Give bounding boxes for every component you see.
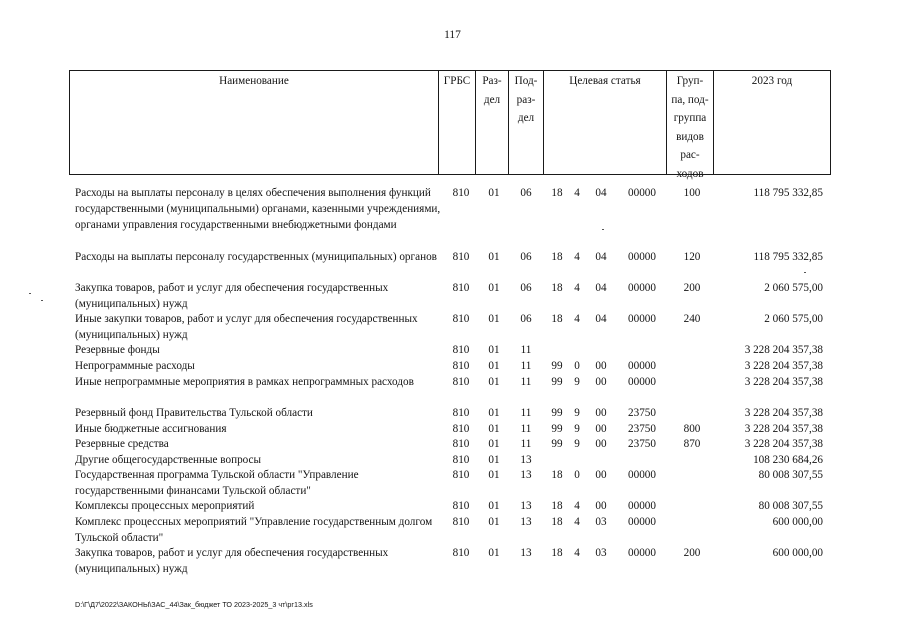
row-sum: 3 228 204 357,38: [744, 423, 823, 435]
header-group-line: па, под-: [671, 93, 709, 106]
row-t1: 18: [551, 313, 563, 325]
row-pr: 06: [520, 313, 532, 325]
row-t3: 00: [595, 376, 607, 388]
row-t2: 9: [574, 423, 580, 435]
row-vr: 800: [683, 423, 701, 435]
row-t1: 18: [551, 251, 563, 263]
row-pr: 13: [520, 547, 532, 559]
row-name: Резервные фонды: [75, 344, 160, 356]
row-t1: 18: [551, 547, 563, 559]
row-sum: 118 795 332,85: [753, 187, 823, 199]
row-grbs: 810: [452, 282, 470, 294]
row-t2: 4: [574, 516, 580, 528]
row-name: Комплекс процессных мероприятий "Управление государственным долгом Тульской области": [75, 516, 433, 544]
row-rz: 01: [488, 423, 500, 435]
row-name: Другие общегосударственные вопросы: [75, 454, 262, 466]
row-t4: 00000: [628, 469, 656, 481]
row-pr: 13: [520, 500, 532, 512]
row-t2: 9: [574, 438, 580, 450]
row-pr: 13: [520, 516, 532, 528]
page-number: 117: [444, 29, 461, 41]
header-razdel-line: Раз-: [482, 75, 502, 87]
row-pr: 11: [520, 438, 532, 450]
row-t3: 04: [595, 282, 607, 294]
row-t4: 00000: [628, 547, 656, 559]
row-vr: 200: [683, 547, 701, 559]
row-name: Закупка товаров, работ и услуг для обеспечения государственных (муниципальных) нужд: [75, 282, 389, 310]
row-pr: 11: [520, 360, 532, 372]
row-rz: 01: [488, 251, 500, 263]
row-grbs: 810: [452, 376, 470, 388]
row-rz: 01: [488, 344, 500, 356]
row-rz: 01: [488, 500, 500, 512]
row-t2: 4: [574, 282, 580, 294]
row-rz: 01: [488, 313, 500, 325]
row-t4: 00000: [628, 500, 656, 512]
row-sum: 108 230 684,26: [753, 454, 823, 466]
row-sum: 3 228 204 357,38: [744, 344, 823, 356]
row-name: Комплексы процессных мероприятий: [75, 500, 255, 512]
row-grbs: 810: [452, 454, 470, 466]
row-t2: 9: [574, 376, 580, 388]
table-header: [69, 70, 831, 180]
row-t2: 4: [574, 251, 580, 263]
row-rz: 01: [488, 438, 500, 450]
row-sum: 118 795 332,85: [753, 251, 823, 263]
scan-speck: [804, 272, 806, 273]
row-t4: 00000: [628, 282, 656, 294]
row-t2: 4: [574, 313, 580, 325]
header-group-line: Груп-: [676, 75, 704, 87]
row-grbs: 810: [452, 251, 470, 263]
row-t4: 23750: [628, 407, 656, 419]
row-t1: 18: [551, 469, 563, 481]
scan-speck: [41, 300, 43, 301]
row-pr: 06: [520, 282, 532, 294]
row-sum: 2 060 575,00: [764, 313, 823, 325]
row-t1: 99: [551, 407, 563, 419]
row-t4: 23750: [628, 438, 656, 450]
row-t3: 04: [595, 313, 607, 325]
row-grbs: 810: [452, 407, 470, 419]
row-t1: 18: [551, 187, 563, 199]
row-grbs: 810: [452, 547, 470, 559]
row-t4: 00000: [628, 313, 656, 325]
row-t2: 9: [574, 407, 580, 419]
row-t3: 03: [595, 547, 607, 559]
row-t1: 99: [551, 376, 563, 388]
row-rz: 01: [488, 547, 500, 559]
scan-speck: [29, 293, 31, 294]
row-rz: 01: [488, 282, 500, 294]
row-sum: 2 060 575,00: [764, 282, 823, 294]
row-grbs: 810: [452, 423, 470, 435]
header-razdel: [476, 72, 508, 109]
row-sum: 600 000,00: [772, 516, 823, 528]
header-group-line: рас-: [680, 149, 700, 162]
row-rz: 01: [488, 454, 500, 466]
header-name: Наименование: [219, 75, 289, 87]
row-name: Непрограммные расходы: [75, 360, 195, 372]
header-podrazdel: [509, 72, 543, 128]
row-pr: 13: [520, 454, 532, 466]
row-name: Резервный фонд Правительства Тульской области: [75, 407, 313, 419]
row-t3: 00: [595, 407, 607, 419]
row-t3: 04: [595, 251, 607, 263]
row-t1: 99: [551, 438, 563, 450]
header-group-line: группа: [673, 112, 707, 125]
row-t1: 18: [551, 282, 563, 294]
row-t4: 00000: [628, 187, 656, 199]
row-sum: 3 228 204 357,38: [744, 407, 823, 419]
row-t2: 0: [574, 360, 580, 372]
row-grbs: 810: [452, 516, 470, 528]
row-rz: 01: [488, 469, 500, 481]
row-rz: 01: [488, 407, 500, 419]
row-vr: 240: [683, 313, 701, 325]
row-sum: 3 228 204 357,38: [744, 438, 823, 450]
header-grbs: ГРБС: [443, 75, 471, 87]
row-vr: 120: [683, 251, 701, 263]
row-t4: 00000: [628, 376, 656, 388]
file-path-footer: D:\Г\Д7\2022\ЗАКОНЫ\ЗАС_44\Зак_бюджет ТО 2023-2025_3 чт\рг13.xls: [75, 600, 313, 609]
row-t4: 00000: [628, 516, 656, 528]
row-t2: 4: [574, 187, 580, 199]
row-sum: 80 008 307,55: [758, 500, 823, 512]
header-razdel-line: дел: [483, 93, 501, 106]
row-t2: 4: [574, 547, 580, 559]
row-name: Иные непрограммные мероприятия в рамках непрограммных расходов: [75, 376, 414, 388]
row-vr: 100: [683, 187, 701, 199]
row-name: Государственная программа Тульской области "Управление государственными финансами Тульской области": [75, 469, 359, 497]
row-t2: 4: [574, 500, 580, 512]
header-group: [667, 72, 713, 184]
header-target: Целевая статья: [569, 75, 641, 87]
row-t1: 18: [551, 500, 563, 512]
row-t1: 99: [551, 423, 563, 435]
row-sum: 3 228 204 357,38: [744, 360, 823, 372]
row-t3: 00: [595, 500, 607, 512]
row-grbs: 810: [452, 187, 470, 199]
scan-speck: [602, 229, 604, 230]
row-name: Резервные средства: [75, 438, 169, 450]
row-t3: 03: [595, 516, 607, 528]
row-pr: 06: [520, 251, 532, 263]
row-t1: 99: [551, 360, 563, 372]
row-t1: 18: [551, 516, 563, 528]
row-pr: 11: [520, 423, 532, 435]
row-rz: 01: [488, 360, 500, 372]
row-t3: 00: [595, 438, 607, 450]
header-year: 2023 год: [751, 75, 793, 87]
row-grbs: 810: [452, 360, 470, 372]
row-t4: 23750: [628, 423, 656, 435]
row-t3: 04: [595, 187, 607, 199]
row-name: Расходы на выплаты персоналу государственных (муниципальных) органов: [75, 251, 437, 263]
row-pr: 06: [520, 187, 532, 199]
row-t3: 00: [595, 360, 607, 372]
header-podrazdel-line: дел: [517, 112, 535, 125]
row-grbs: 810: [452, 313, 470, 325]
row-t4: 00000: [628, 360, 656, 372]
row-sum: 3 228 204 357,38: [744, 376, 823, 388]
row-t4: 00000: [628, 251, 656, 263]
header-group-line: ходов: [676, 167, 704, 180]
row-grbs: 810: [452, 500, 470, 512]
header-podrazdel-line: раз-: [516, 93, 536, 106]
row-t3: 00: [595, 423, 607, 435]
row-grbs: 810: [452, 438, 470, 450]
row-sum: 600 000,00: [772, 547, 823, 559]
row-pr: 13: [520, 469, 532, 481]
row-vr: 200: [683, 282, 701, 294]
row-rz: 01: [488, 376, 500, 388]
header-group-line: видов: [676, 130, 704, 143]
row-name: Закупка товаров, работ и услуг для обеспечения государственных (муниципальных) нужд: [75, 547, 389, 575]
row-pr: 11: [520, 344, 532, 356]
row-sum: 80 008 307,55: [758, 469, 823, 481]
header-podrazdel-line: Под-: [514, 75, 538, 87]
row-rz: 01: [488, 516, 500, 528]
row-vr: 870: [683, 438, 701, 450]
row-pr: 11: [520, 407, 532, 419]
row-name: Иные бюджетные ассигнования: [75, 423, 227, 435]
row-grbs: 810: [452, 344, 470, 356]
row-name: Иные закупки товаров, работ и услуг для обеспечения государственных (муниципальных) нужд: [75, 313, 418, 341]
row-grbs: 810: [452, 469, 470, 481]
row-pr: 11: [520, 376, 532, 388]
row-rz: 01: [488, 187, 500, 199]
row-name: Расходы на выплаты персоналу в целях обеспечения выполнения функций государственными (муниципальными) органами, казенными учреждениями, органами управления государственными внебюджетными фондами: [75, 187, 441, 231]
row-t3: 00: [595, 469, 607, 481]
row-t2: 0: [574, 469, 580, 481]
